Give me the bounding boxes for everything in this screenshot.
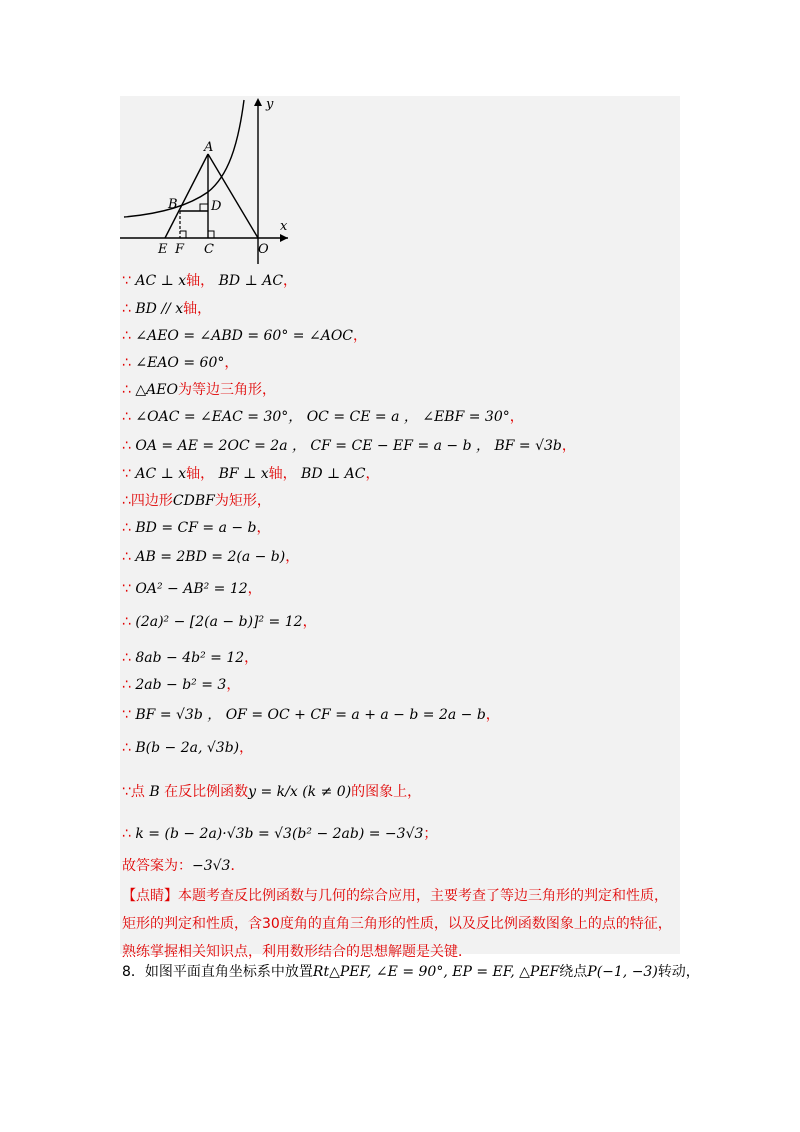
step-symbol: ∴ bbox=[122, 328, 131, 344]
step-math: OA = AE = 2OC = 2a ， CF = CE − EF = a − b ， BF = √3b bbox=[135, 438, 562, 454]
step-math: BD = CF = a − b bbox=[135, 520, 257, 536]
step-math: B bbox=[149, 784, 160, 800]
label-b: B bbox=[168, 197, 178, 212]
comment-body: 本题考查反比例函数与几何的综合应用，主要考查了等边三角形的判定和性质，矩形的判定和性质，含30度角的直角三角形的性质，以及反比例函数图象上的点的特征，熟练掌握相关知识点，利用数形结合的思想解题是关键． bbox=[122, 888, 672, 960]
step-1 bbox=[122, 271, 297, 291]
step-symbol: ∵ bbox=[122, 784, 131, 800]
step-math: y = k/x (k ≠ 0) bbox=[248, 784, 352, 800]
step-13 bbox=[122, 612, 317, 632]
step-text: ， bbox=[485, 707, 500, 723]
step-math: ∠AEO = ∠ABD = 60° = ∠AOC bbox=[135, 328, 354, 344]
step-symbol: ∴ bbox=[122, 382, 131, 398]
comment-tag: 【点睛】 bbox=[122, 888, 178, 904]
step-2 bbox=[122, 299, 211, 319]
comment-block bbox=[122, 882, 676, 966]
step-text: ， bbox=[285, 549, 300, 565]
step-text: ， bbox=[365, 466, 380, 482]
step-text: 为等边三角形， bbox=[177, 382, 276, 398]
step-text: ， bbox=[283, 273, 298, 289]
step-14 bbox=[122, 648, 258, 668]
step-17 bbox=[122, 738, 253, 758]
step-math: BF ⊥ x bbox=[218, 466, 269, 482]
step-math: AC ⊥ x bbox=[135, 466, 187, 482]
step-symbol: ∵ bbox=[122, 466, 131, 482]
step-symbol: ∴ bbox=[122, 677, 131, 693]
step-math: 8ab − 4b² = 12 bbox=[135, 650, 245, 666]
label-o: O bbox=[258, 242, 269, 257]
step-3 bbox=[122, 326, 367, 346]
step-math: (2a)² − [2(a − b)]² = 12 bbox=[135, 614, 303, 630]
question-text: 转动， bbox=[657, 964, 700, 980]
step-symbol: ∴ bbox=[122, 549, 131, 565]
step-5 bbox=[122, 380, 276, 400]
step-10 bbox=[122, 518, 271, 538]
question-8 bbox=[122, 960, 700, 984]
right-angle-d bbox=[200, 204, 208, 211]
label-f: F bbox=[175, 242, 185, 257]
step-12 bbox=[122, 579, 262, 599]
label-d: D bbox=[211, 199, 222, 214]
right-angle-c bbox=[208, 231, 214, 238]
step-symbol: ∴ bbox=[122, 826, 131, 842]
step-text: 为矩形， bbox=[214, 493, 271, 509]
step-math: BF = √3b ， OF = OC + CF = a + a − b = 2a − b bbox=[135, 707, 486, 723]
step-19 bbox=[122, 824, 437, 844]
label-c: C bbox=[204, 242, 214, 257]
step-symbol: ∴ bbox=[122, 438, 131, 454]
step-text: ， bbox=[509, 409, 524, 425]
question-text: 绕点 bbox=[559, 964, 588, 980]
step-math: OA² − AB² = 12 bbox=[135, 581, 248, 597]
step-16 bbox=[122, 705, 500, 725]
step-text: 轴， bbox=[186, 273, 215, 289]
step-math: BD ⊥ AC bbox=[301, 466, 366, 482]
step-text: ， bbox=[256, 520, 271, 536]
step-math: BD ⊥ AC bbox=[218, 273, 284, 289]
step-math: B(b − 2a, √3b) bbox=[135, 740, 240, 756]
step-symbol: ∴ bbox=[122, 355, 131, 371]
step-symbol: ∴ bbox=[122, 409, 131, 425]
y-axis-arrow bbox=[254, 98, 262, 106]
label-y: y bbox=[266, 97, 274, 112]
question-math: Rt△PEF, ∠E = 90°, EP = EF, △PEF bbox=[312, 964, 560, 980]
step-text: 轴， bbox=[268, 466, 297, 482]
step-text: ， bbox=[302, 614, 317, 630]
step-symbol: ∴ bbox=[122, 493, 131, 509]
step-text: ， bbox=[239, 740, 254, 756]
step-math: ∠EAO = 60° bbox=[135, 355, 225, 371]
step-text: 的图象上， bbox=[351, 784, 422, 800]
step-math: k = (b − 2a)·√3b = √3(b² − 2ab) = −3√3 bbox=[135, 826, 424, 842]
step-text: ， bbox=[244, 650, 259, 666]
answer-label: 故答案为： bbox=[122, 858, 192, 874]
step-text: 轴， bbox=[186, 466, 215, 482]
answer-line bbox=[122, 856, 244, 876]
question-math: P(−1, −3) bbox=[587, 964, 658, 980]
step-math: AC ⊥ x bbox=[135, 273, 187, 289]
step-symbol: ∵ bbox=[122, 581, 131, 597]
step-text: 点 bbox=[130, 784, 145, 800]
step-4 bbox=[122, 353, 238, 373]
step-text: ； bbox=[423, 826, 438, 842]
step-math: BD // x bbox=[135, 301, 184, 317]
step-symbol: ∵ bbox=[122, 707, 131, 723]
step-text: ， bbox=[561, 438, 576, 454]
coordinate-figure bbox=[120, 96, 290, 266]
step-9 bbox=[122, 491, 271, 511]
step-text: ， bbox=[226, 677, 241, 693]
right-angle-f bbox=[180, 231, 186, 238]
step-7 bbox=[122, 436, 576, 456]
answer-value: −3√3 bbox=[192, 858, 231, 874]
step-text: ， bbox=[353, 328, 368, 344]
step-math: AB = 2BD = 2(a − b) bbox=[135, 549, 286, 565]
x-axis-arrow bbox=[280, 234, 288, 242]
step-text: ， bbox=[247, 581, 262, 597]
label-a: A bbox=[204, 140, 214, 155]
step-text: 轴， bbox=[183, 301, 212, 317]
step-15 bbox=[122, 675, 240, 695]
question-text: 如图平面直角坐标系中放置 bbox=[144, 964, 313, 980]
step-symbol: ∴ bbox=[122, 301, 131, 317]
step-text: 在反比例函数 bbox=[164, 784, 249, 800]
step-math: 2ab − b² = 3 bbox=[135, 677, 227, 693]
answer-end: ． bbox=[230, 858, 245, 874]
step-18 bbox=[122, 782, 421, 802]
step-math: △AEO bbox=[135, 382, 178, 398]
label-e: E bbox=[158, 242, 168, 257]
step-text: 四边形 bbox=[130, 493, 173, 509]
step-symbol: ∴ bbox=[122, 650, 131, 666]
step-symbol: ∴ bbox=[122, 614, 131, 630]
step-math: ∠OAC = ∠EAC = 30°， OC = CE = a ， ∠EBF = 30° bbox=[135, 409, 510, 425]
step-8 bbox=[122, 464, 379, 484]
step-symbol: ∴ bbox=[122, 520, 131, 536]
question-number: 8． bbox=[122, 964, 145, 980]
label-x: x bbox=[280, 219, 288, 234]
step-11 bbox=[122, 547, 299, 567]
step-symbol: ∴ bbox=[122, 740, 131, 756]
step-text: ， bbox=[224, 355, 239, 371]
step-symbol: ∵ bbox=[122, 273, 131, 289]
step-6 bbox=[122, 407, 524, 427]
segment-ao bbox=[208, 154, 258, 238]
step-math: CDBF bbox=[172, 493, 215, 509]
